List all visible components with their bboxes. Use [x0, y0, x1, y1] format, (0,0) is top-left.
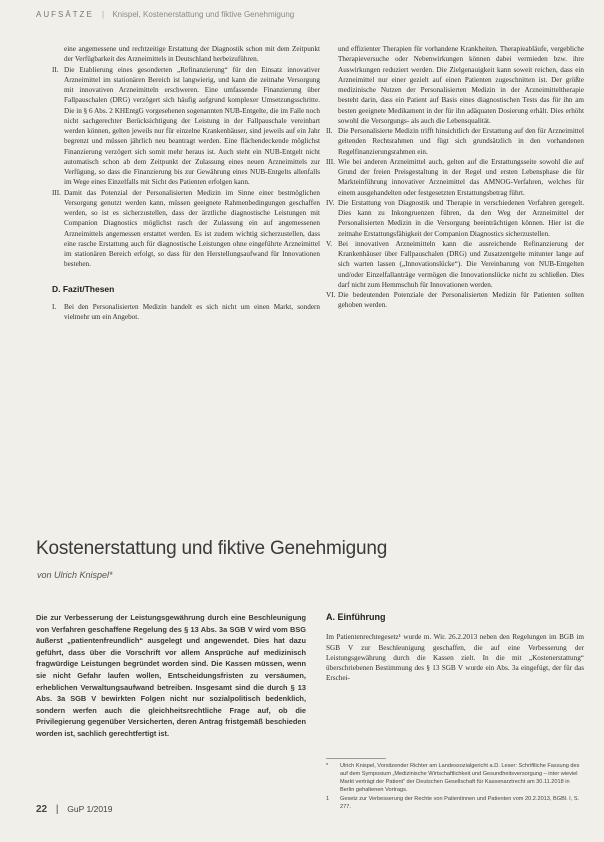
- paragraph: eine angemessene und rechtzeitige Erstattung der Diagnostik schon mit dem Zeitpunkt der Verfügbarkeit des Arzneimittels in Deutschland herbeizuführen.: [64, 45, 320, 64]
- item-number: I.: [52, 302, 57, 311]
- article-right-column: [326, 612, 584, 762]
- footnote-text: Ulrich Knispel, Vorsitzender Richter am Landessozialgericht a.D. Leser: Schriftliche Fassung des auf dem Symposium „Medizinische Wirtschaftlichkeit und Gesundheitsversorgung – inter wieviel Markt verträgt der Patient“ der Deutschen Gesellschaft für Kassenarztrecht am 30.11.2018 in Berlin gehaltenen Vortrags.: [340, 763, 580, 793]
- footnote: [326, 796, 584, 812]
- item-number: VI.: [326, 291, 336, 299]
- footnote-number: 1: [326, 795, 330, 802]
- header-separator: |: [102, 10, 105, 19]
- item-text: Die Personalisierte Medizin trifft hinsichtlich der Erstattung auf den für Arzneimittel geltenden Rechtsrahmen und fügt sich grundsätzlich in den vorhandenen Regelfinanzierungsrahmen ein.: [338, 127, 584, 156]
- article-abstract: Die zur Verbesserung der Leistungsgewährung durch eine Beschleunigung von Verfahren geschaffene Regelung des § 13 Abs. 3a SGB V wird vom BSG äußerst „patientenfreundlich“ ausgelegt und angewendet. Dies hat dazu geführt, dass über die Vorschrift vor allem Ansprüche auf medizinisch fragwürdige Leistungen begründet worden sind. Die Kassen müssen, wenn sie nicht Gefahr laufen wollen, Entscheidungsfristen zu versäumen, erheblichen Verwaltungsaufwand betreiben. Insgesamt sind die durch § 13 Abs. 3a SGB V bewirkten Folgen nicht nur sozialpolitisch bedenklich, sondern werfen auch die gleichheitsrechtliche Frage auf, ob die Privilegierung gegenüber Versicherten, deren Antrag fristgemäß beschieden worden ist, sachlich gerechtfertigt ist.: [36, 613, 306, 738]
- thesis-item: [326, 290, 584, 311]
- running-title: Knispel, Kostenerstattung und fiktive Genehmigung: [112, 10, 295, 19]
- paragraph: und effizienter Therapien für vorhandene Krankheiten. Therapieabläufe, vergebliche Therapieversuche oder Nebenwirkungen können dabei vermieden bzw. ihre Auswirkungen reduziert werden. Die Zielgenauigkeit kann soweit reichen, dass ein Arzneimittel nur einer gezielt auf einen Patienten zugeschnitten ist. Der größte medizinische Nutzen der Personalisierten Medizin in der Arzneimitteltherapie besteht darin, dass ein Patient auf Basis eines diagnostischen Tests das für ihn am besten geeignete Medikament in der für ihn adäquaten Dosierung erhält. Dies erhöht sowohl die Versorgungs- als auch die Lebensqualität.: [338, 45, 584, 125]
- thesis-item: [326, 239, 584, 290]
- thesis-item: [326, 157, 584, 198]
- running-header: [36, 10, 576, 24]
- article-title: Kostenerstattung und fiktive Genehmigung: [36, 538, 388, 559]
- item-text: Wie bei anderen Arzneimittel auch, gelten auf die Erstattungsseite sowohl die auf Grund der freien Preisgestaltung in der Regel und ersten Lebensphase die für Markteinführung innovativer Arzneimittel das AMNOG-Verfahren, welches für einem ausgehandelten oder festgesetzten Erstattungsbetrag führt.: [338, 157, 584, 197]
- page-number: 22: [36, 804, 48, 815]
- thesis-item: [52, 302, 320, 323]
- item-text: Die Erstattung von Diagnostik und Therapie in verschiedenen Verfahren geregelt. Dies kann zu Inkongruenzen führen, da den Weg der Arzneimittel der Personalisierten Medizin in die Versorgung beeinträchtigen können. Hier ist die zeitnahe Erstattungsfähigkeit der Companion Diagnostics sicherzustellen.: [338, 198, 584, 238]
- journal-issue: GuP 1/2019: [67, 804, 113, 814]
- previous-article-left-column: [52, 44, 320, 446]
- item-number: II.: [326, 127, 333, 135]
- footnote: [326, 763, 584, 795]
- thesis-item: [326, 198, 584, 239]
- previous-article-right-column: [326, 44, 584, 446]
- footnote-text: Gesetz zur Verbesserung der Rechte von Patientinnen und Patienten vom 20.2.2013, BGBl. I, S. 277.: [340, 795, 580, 810]
- section-label: AUFSÄTZE: [36, 10, 94, 19]
- thesis-item: [52, 188, 320, 270]
- item-text: Die Etablierung eines gesonderten „Refinanzierung“ für den Einsatz innovativer Arzneimittel im stationären Bereich ist langwierig, und kann die zeitnahe Versorgung mit innovativen Arzneimitteln erschweren. Eine umfassende Finanzierung über Fallpauschalen (DRG) verzögert sich häufig aufgrund komplexer Umsetzungsschritte. Die in § 6 Abs. 2 KHEntgG vorgesehenen sogenannten NUB-Entgelte, die im Falle noch nicht sachgerechter Berücksichtigung der Leistung in der Fallpauschale vereinbart werden können, gelten jeweils nur für einzelne Krankenhäuser, sind jeweils auf ein Jahr begrenzt und müssen jährlich neu beantragt werden. Eine flächendeckende möglichst Finanzierung verzögert sich somit mehr heraus ist. Auch steht ein NUB-Entgelt nicht automatisch schon ab dem Zeitpunkt der Zulassung eines neuen Arzneimittels zur Verfügung, so dass die Finanzierung bis zur Gewährung eines NUB-Entgelts allenfalls im Wege eines Einzelfalls mit Sicht des Patienten erfolgen kann.: [64, 65, 320, 187]
- item-number: II.: [52, 65, 59, 74]
- item-text: Bei den Personalisierten Medizin handelt es sich nicht um einen Markt, sondern vielmehr um ein Angebot.: [64, 302, 320, 321]
- thesis-item: [326, 126, 584, 157]
- section-heading: A. Einführung: [326, 612, 386, 622]
- section-heading: D. Fazit/Thesen: [52, 283, 115, 294]
- item-text: Die bedeutenden Potenziale der Personalisierten Medizin für Patienten sollten gehoben werden.: [338, 291, 584, 310]
- item-text: Bei innovativen Arzneimitteln kann die ausreichende Refinanzierung der Krankenhäuser über Fallpauschalen (DRG) und Zusatzentgelte mitunter lange auf sich warten lassen („Innovationslücke“). Die Vereinbarung von NUB-Entgelten und/oder Einzelfallanträge vermögen die Innovationslücke nicht zu schließen. Dies darf nicht zum Hemmschuh für Innovationen werden.: [338, 239, 584, 289]
- item-number: III.: [326, 157, 335, 166]
- thesis-item: [52, 65, 320, 188]
- item-number: IV.: [326, 198, 335, 207]
- item-number: V.: [326, 239, 333, 248]
- footnote-divider: [326, 758, 386, 759]
- footer-divider: |: [55, 804, 59, 815]
- footnote-number: *: [326, 763, 329, 769]
- paragraph: Im Patientenrechtegesetz¹ wurde m. Wir. 26.2.2013 neben den Regelungen im BGB im SGB V zur Beschleunigung geschaffen, die auf eine Verbesserung der Leistungsgewährung durch die Kassen zielt. In die mit „Kostenerstattung“ überschriebenen Bestimmung des § 13 SGB V wurde ein Abs. 3a eingefügt, der für das Erschei-: [326, 633, 584, 683]
- page-footer: [36, 804, 113, 818]
- item-text: Damit das Potenzial der Personalisierten Medizin im Sinne einer bestmöglichen Versorgung genutzt werden kann, müssen geeignete Rahmenbedingungen geschaffen werden, so ist es sicherzustellen, dass der ärztliche diagnostische Leistungen mit Companion Diagnostics möglichst rasch der Zulassung ein auf angemessenen Arzneimittels angemessen erstattet werden. Es ist zudem wichtig sicherzustellen, dass eine rasche Erstattung auch für diagnostische Leistungen ohne eingeführte Arzneimittel im stationären Bereich erfolgt, so dass für den Herstellungsaufwand für Innovationen bestehen.: [64, 188, 320, 269]
- article-author: von Ulrich Knispel*: [37, 570, 113, 580]
- footnotes: [326, 758, 584, 828]
- item-number: III.: [52, 188, 61, 197]
